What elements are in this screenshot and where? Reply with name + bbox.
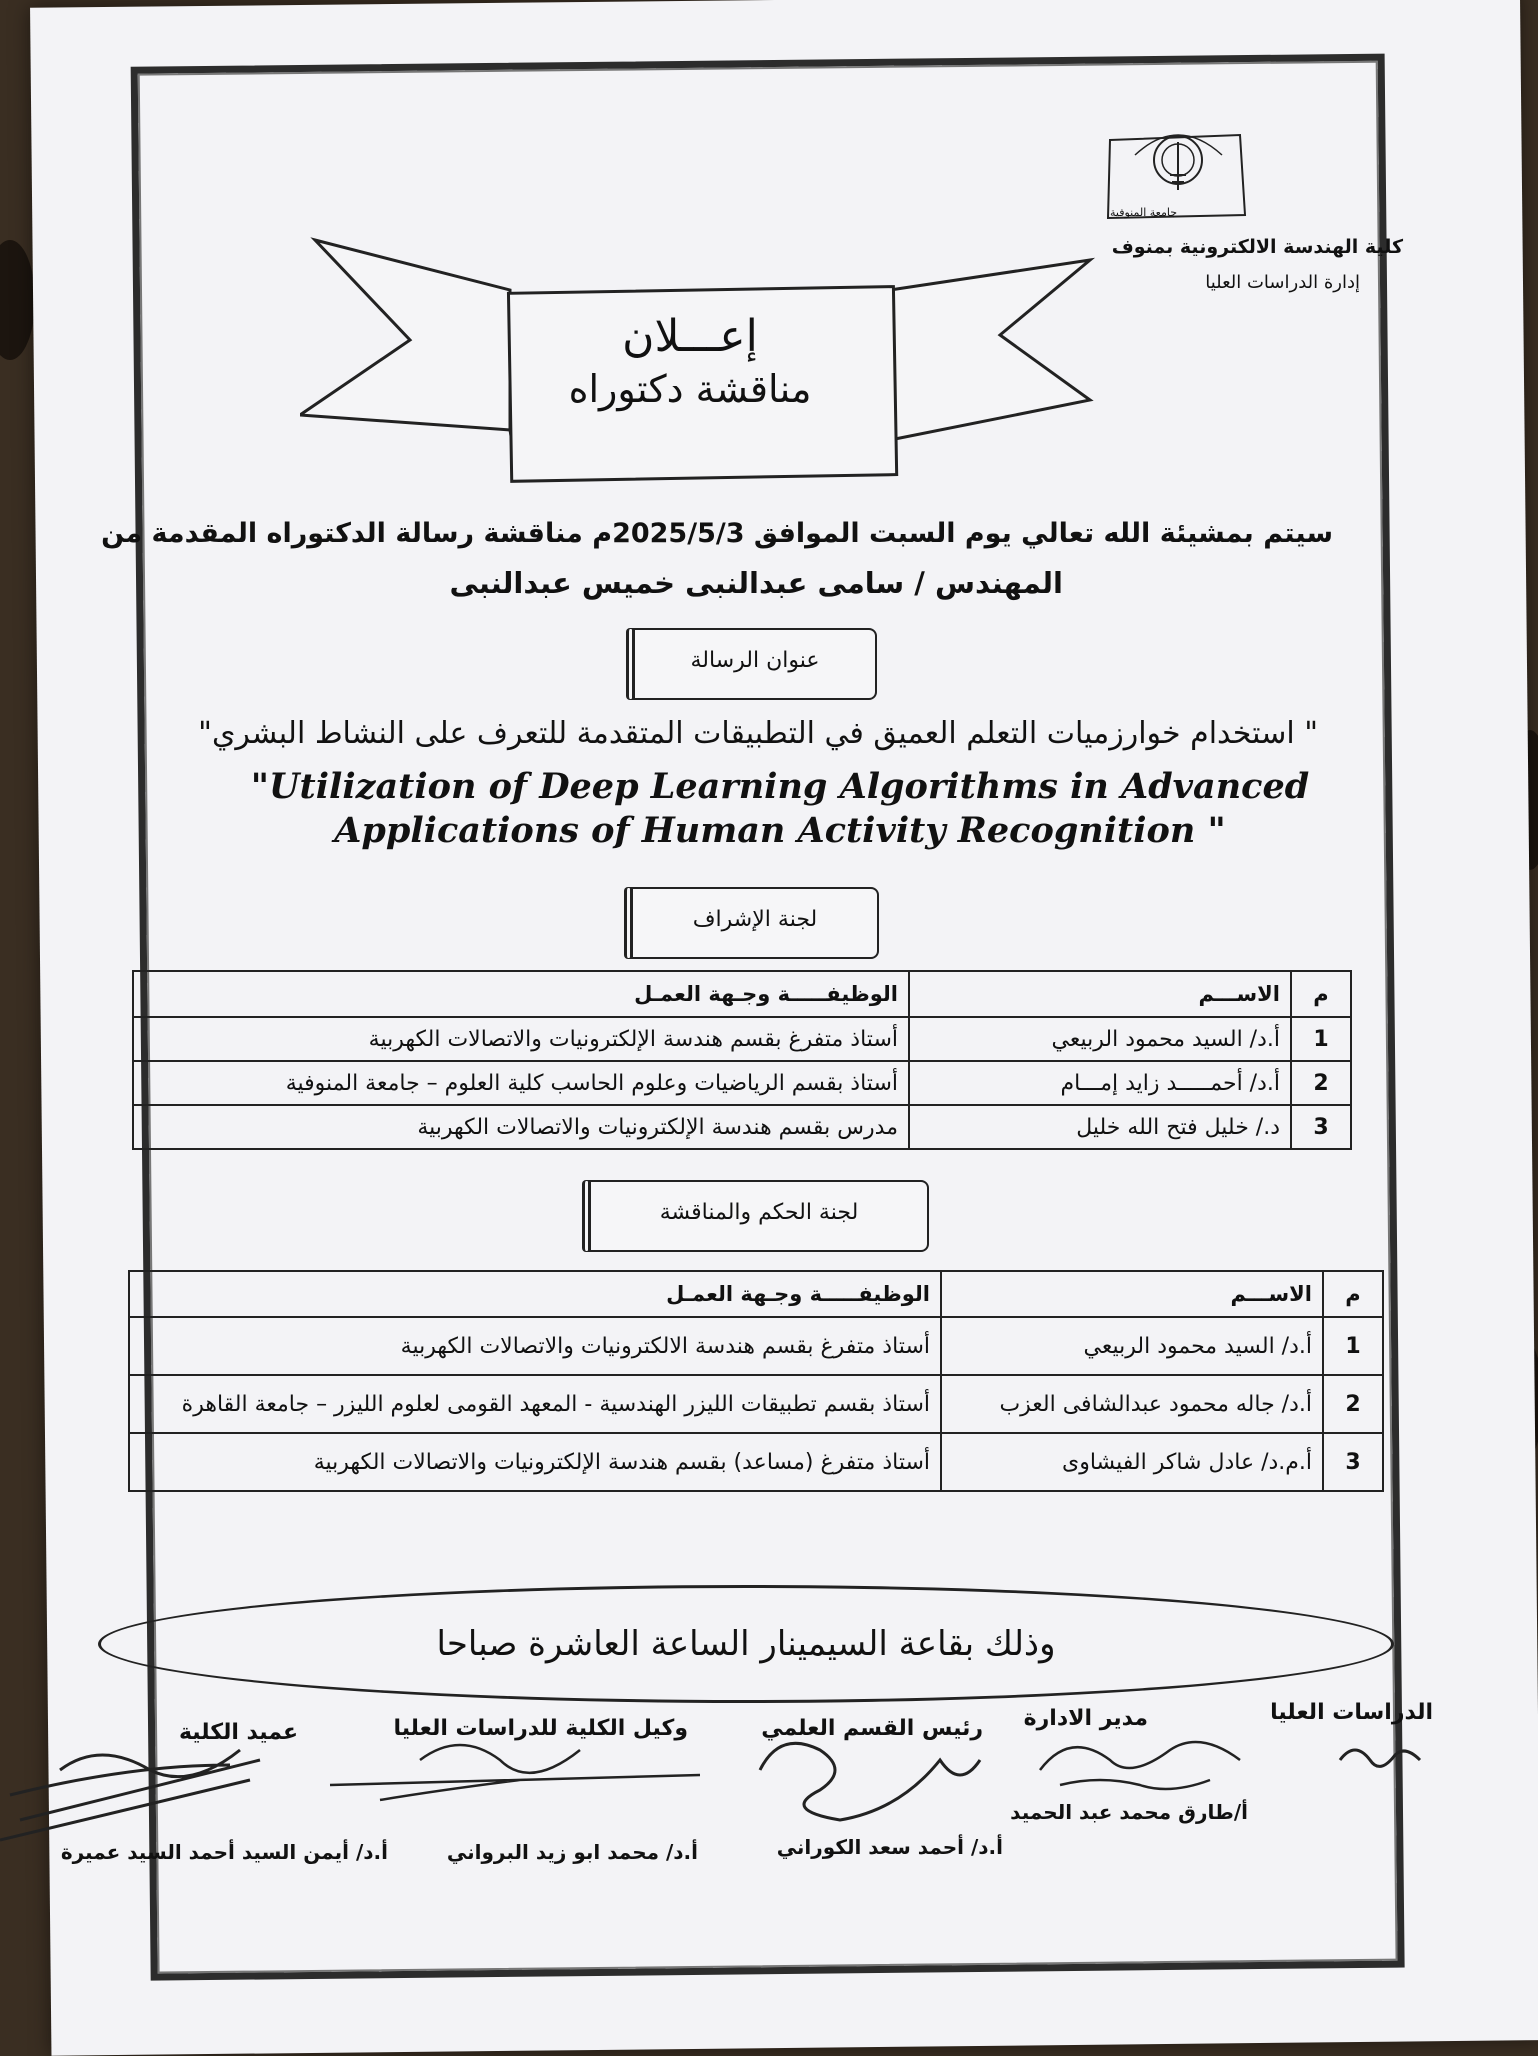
venue-note: وذلك بقاعة السيمينار الساعة العاشرة صباحا [98,1585,1394,1703]
department-name: إدارة الدراسات العليا [1205,272,1360,293]
row-job: مدرس بقسم هندسة الإلكترونيات والاتصالات الكهربية [133,1105,909,1149]
thesis-title-arabic: " استخدام خوارزميات التعلم العميق في التطبيقات المتقدمة للتعرف على النشاط البشري" [198,716,1318,751]
row-name: د./ خليل فتح الله خليل [909,1105,1291,1149]
supervision-table [132,970,1352,1150]
row-num: 1 [1323,1317,1383,1375]
signature-role-dean: عميد الكلية [178,1720,298,1745]
row-job: أستاذ متفرغ بقسم هندسة الالكترونيات والاتصالات الكهربية [129,1317,941,1375]
row-num: 3 [1291,1105,1351,1149]
signature-name-dept-head: أ.د/ أحمد سعد الكوراني [776,1835,1003,1859]
banner-subtitle: مناقشة دكتوراه [568,367,812,411]
supervision-committee-label: لجنة الإشراف [624,887,879,959]
signature-role-graduate-studies: الدراسات العليا [1270,1700,1433,1725]
announcement-intro: سيتم بمشيئة الله تعالي يوم السبت الموافق 2025/5/3م مناقشة رسالة الدكتوراه المقدمة من [101,518,1333,549]
table-header-row [129,1271,1383,1317]
table-row [133,1105,1351,1149]
signature-name-vice-dean: أ.د/ محمد ابو زيد البرواني [446,1840,698,1864]
thesis-title-english: "Utilization of Deep Learning Algorithms in Advanced Applications of Human Activity Recognition " [250,766,1310,851]
examination-committee-label: لجنة الحكم والمناقشة [582,1180,929,1252]
header-name: الاســـم [941,1271,1323,1317]
signature-role-vice-dean: وكيل الكلية للدراسات العليا [393,1716,688,1741]
row-job: أستاذ بقسم الرياضيات وعلوم الحاسب كلية العلوم – جامعة المنوفية [133,1061,909,1105]
table-row [129,1317,1383,1375]
signature-role-dept-head: رئيس القسم العلمي [761,1716,983,1741]
row-name: أ.د/ السيد محمود الربيعي [909,1017,1291,1061]
row-job: أستاذ متفرغ بقسم هندسة الإلكترونيات والاتصالات الكهربية [133,1017,909,1061]
banner-title: إعـــلان [622,311,758,362]
examination-table [128,1270,1384,1492]
table-header-row [133,971,1351,1017]
header-job: الوظيفـــــة وجـهة العمـل [129,1271,941,1317]
thesis-title-label: عنوان الرسالة [626,628,877,700]
header-name: الاســـم [909,971,1291,1017]
row-name: أ.د/ السيد محمود الربيعي [941,1317,1323,1375]
table-row [129,1375,1383,1433]
logo-caption: جامعة المنوفية [1110,206,1177,219]
signature-name-dean: أ.د/ أيمن السيد أحمد السيد عميرة [60,1840,388,1864]
row-num: 2 [1291,1061,1351,1105]
row-name: أ.د/ جاله محمود عبدالشافى العزب [941,1375,1323,1433]
row-num: 1 [1291,1017,1351,1061]
row-name: أ.م.د/ عادل شاكر الفيشاوى [941,1433,1323,1491]
faculty-name: كلية الهندسة الالكترونية بمنوف [1111,236,1403,258]
header-num: م [1323,1271,1383,1317]
row-job: أستاذ بقسم تطبيقات الليزر الهندسية - المعهد القومى لعلوم الليزر – جامعة القاهرة [129,1375,941,1433]
row-name: أ.د/ أحمـــــد زايد إمـــام [909,1061,1291,1105]
table-row [129,1433,1383,1491]
row-num: 3 [1323,1433,1383,1491]
table-row [133,1017,1351,1061]
header-job: الوظيفـــــة وجـهة العمـل [133,971,909,1017]
row-num: 2 [1323,1375,1383,1433]
row-job: أستاذ متفرغ (مساعد) بقسم هندسة الإلكترونيات والاتصالات الكهربية [129,1433,941,1491]
table-row [133,1061,1351,1105]
banner-text [520,310,860,414]
signature-role-admin-director: مدير الادارة [1023,1706,1148,1731]
candidate-name: المهندس / سامى عبدالنبى خميس عبدالنبى [449,566,1063,600]
header-num: م [1291,971,1351,1017]
signature-name-admin-director: أ/طارق محمد عبد الحميد [1010,1800,1248,1824]
